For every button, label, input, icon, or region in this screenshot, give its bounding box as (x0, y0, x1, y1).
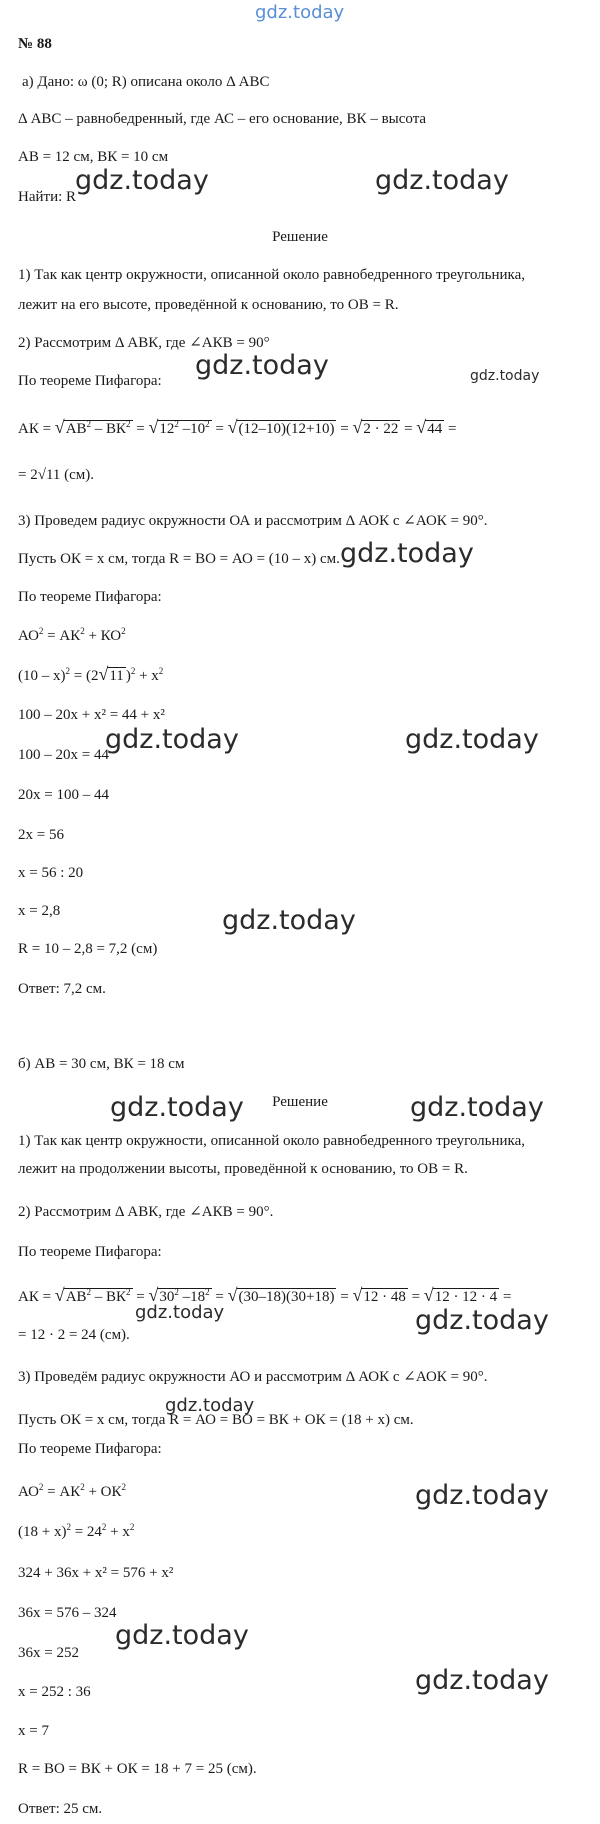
ak-equation: АК = $√АВ^2 - ВК^2 = √12^2$ $-10^2 = √(12-10)(12+10) = √2 \cdot 22 = √44$ = (18, 417, 457, 437)
answer-b: Ответ: 25 см. (18, 1801, 103, 1817)
equation: 20х = 100 – 44 (18, 787, 109, 803)
equation: (10 – х)$^2$ = (2√11 )$^2 + х^2$ (18, 664, 164, 684)
equation: х = 252 : 36 (18, 1684, 91, 1700)
pythagoras-label-b: По теореме Пифагора: (18, 1244, 162, 1260)
given-line-1: а) Дано: ω (0; R) описана около Δ АВС (22, 74, 270, 90)
step-2: 2) Рассмотрим Δ АВК, где ∠АКВ = 90° (18, 335, 270, 351)
watermark: gdz.today (135, 1302, 225, 1323)
watermark-top: gdz.today (255, 2, 345, 23)
watermark: gdz.today (105, 724, 239, 755)
watermark: gdz.today (165, 1395, 255, 1416)
ak-prefix: АК = (18, 421, 52, 437)
answer: Ответ: 7,2 см. (18, 981, 106, 997)
equation: 2х = 56 (18, 827, 64, 843)
ak-equation-b: АК = $√АВ^2 - ВК^2 = √30^2$ $-18^2 = √(30-18)(30+18) = √12 \cdot 48 = √12 \cdot 12 \cdot 4$ = (18, 1285, 512, 1305)
step-1-line-2-b: лежит на продолжении высоты, проведённой к основанию, то ОВ = R. (18, 1161, 468, 1177)
equation: х = 2,8 (18, 903, 61, 919)
watermark: gdz.today (405, 724, 539, 755)
let-x: Пусть ОК = х см, тогда R = ВО = АО = (10 – х) см. (18, 551, 340, 567)
equation: 36х = 252 (18, 1645, 79, 1661)
find-line: Найти: R (18, 189, 77, 205)
watermark: gdz.today (415, 1305, 549, 1336)
equation: R = ВО = ВК + ОК = 18 + 7 = 25 (см). (18, 1761, 257, 1777)
pythagoras-label-2-b: По теореме Пифагора: (18, 1441, 162, 1457)
ak-result: = 2√11 (см). (18, 467, 95, 483)
equation: 324 + 36х + х² = 576 + х² (18, 1565, 174, 1581)
watermark: gdz.today (222, 905, 356, 936)
equation: R = 10 – 2,8 = 7,2 (см) (18, 941, 158, 957)
solution-heading-b: Решение (272, 1094, 328, 1110)
watermark: gdz.today (110, 1092, 244, 1123)
watermark: gdz.today (75, 165, 209, 196)
watermark: gdz.today (415, 1480, 549, 1511)
step-3-b: 3) Проведём радиус окружности АО и рассмотрим Δ АОК с ∠АОК = 90°. (18, 1369, 488, 1385)
equation: х = 56 : 20 (18, 865, 84, 881)
watermark: gdz.today (340, 538, 474, 569)
step-1-line-2: лежит на его высоте, проведённой к основанию, то ОВ = R. (18, 297, 399, 313)
equation: 36х = 576 – 324 (18, 1605, 117, 1621)
pythagoras-label-2: По теореме Пифагора: (18, 589, 162, 605)
equation: х = 7 (18, 1723, 49, 1739)
step-1-line-1-b: 1) Так как центр окружности, описанной около равнобедренного треугольника, (18, 1133, 526, 1149)
equation: $АО^2 = АК^2 + КО^2$ (18, 626, 126, 644)
equation: $АО^2 = АК^2 + ОК^2$ (18, 1482, 127, 1500)
given-line-3: АВ = 12 см, ВК = 10 см (18, 149, 169, 165)
let-x-b: Пусть ОК = х см, тогда R = АО = ВО = ВК + ОК = (18 + х) см. (18, 1412, 414, 1428)
ak-result-b: = 12 · 2 = 24 (см). (18, 1327, 130, 1343)
equation: 100 – 20х = 44 (18, 747, 109, 763)
watermark: gdz.today (470, 368, 540, 384)
step-3: 3) Проведем радиус окружности ОА и рассмотрим Δ АОК с ∠АОК = 90°. (18, 513, 488, 529)
step-1-line-1: 1) Так как центр окружности, описанной около равнобедренного треугольника, (18, 267, 526, 283)
equation: $(18 + х)^2 = 24^2 + х^2$ (18, 1522, 135, 1540)
step-2-b: 2) Рассмотрим Δ АВК, где ∠АКВ = 90°. (18, 1204, 274, 1220)
watermark: gdz.today (410, 1092, 544, 1123)
given-line-2: Δ АВС – равнобедренный, где АС – его основание, ВК – высота (18, 111, 427, 127)
equation: 100 – 20х + х² = 44 + х² (18, 707, 165, 723)
watermark: gdz.today (115, 1620, 249, 1651)
given-b: б) АВ = 30 см, ВК = 18 см (18, 1056, 185, 1072)
problem-number: № 88 (18, 36, 52, 52)
pythagoras-label: По теореме Пифагора: (18, 373, 162, 389)
solution-heading: Решение (272, 229, 328, 245)
watermark: gdz.today (195, 350, 329, 381)
watermark: gdz.today (415, 1665, 549, 1696)
watermark: gdz.today (375, 165, 509, 196)
